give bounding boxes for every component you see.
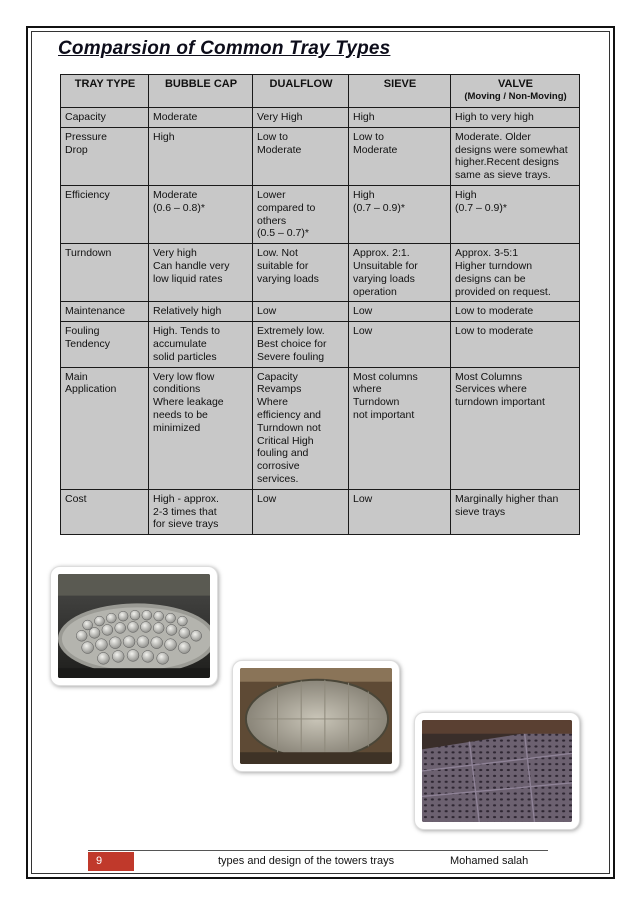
cell-property: Turndown [61, 244, 149, 302]
cell-valve: High (0.7 – 0.9)* [451, 185, 580, 243]
cell-bubble-cap: High [149, 127, 253, 185]
footer-divider [88, 850, 548, 851]
header-dualflow: DUALFLOW [253, 75, 349, 108]
page-title: Comparsion of Common Tray Types [58, 38, 391, 59]
table-row [61, 367, 580, 489]
cell-valve: Most Columns Services where turndown important [451, 367, 580, 489]
cell-bubble-cap: High. Tends to accumulate solid particles [149, 322, 253, 367]
cell-valve: Moderate. Older designs were somewhat higher.Recent designs same as sieve trays. [451, 127, 580, 185]
cell-sieve: Low [349, 489, 451, 534]
dualflow-tray-photo [232, 660, 400, 772]
cell-bubble-cap: Very low flow conditions Where leakage needs to be minimized [149, 367, 253, 489]
cell-sieve: High [349, 108, 451, 128]
cell-valve: Low to moderate [451, 322, 580, 367]
header-tray-type: TRAY TYPE [61, 75, 149, 108]
table-row [61, 302, 580, 322]
cell-sieve: Approx. 2:1. Unsuitable for varying loads operation [349, 244, 451, 302]
cell-sieve: High (0.7 – 0.9)* [349, 185, 451, 243]
cell-dualflow: Low to Moderate [253, 127, 349, 185]
table-row [61, 127, 580, 185]
sieve-tray-image [422, 720, 572, 822]
cell-property: Maintenance [61, 302, 149, 322]
cell-property: Fouling Tendency [61, 322, 149, 367]
cell-dualflow: Capacity Revamps Where efficiency and Turndown not Critical High fouling and corrosive services. [253, 367, 349, 489]
header-sieve: SIEVE [349, 75, 451, 108]
cell-property: Main Application [61, 367, 149, 489]
page-footer [88, 852, 548, 871]
table-row [61, 244, 580, 302]
bubble-cap-tray-image [58, 574, 210, 678]
cell-bubble-cap: Moderate (0.6 – 0.8)* [149, 185, 253, 243]
bubble-cap-tray-photo [50, 566, 218, 686]
cell-sieve: Low to Moderate [349, 127, 451, 185]
cell-property: Capacity [61, 108, 149, 128]
cell-dualflow: Low [253, 302, 349, 322]
page-number: 9 [88, 852, 134, 871]
cell-valve: High to very high [451, 108, 580, 128]
table-row [61, 185, 580, 243]
tray-comparison-table [60, 74, 580, 535]
footer-author: Mohamed salah [450, 855, 529, 867]
cell-property: Pressure Drop [61, 127, 149, 185]
cell-property: Cost [61, 489, 149, 534]
dualflow-tray-image [240, 668, 392, 764]
header-bubble-cap: BUBBLE CAP [149, 75, 253, 108]
cell-property: Efficiency [61, 185, 149, 243]
table-row [61, 322, 580, 367]
cell-bubble-cap: Moderate [149, 108, 253, 128]
header-valve-label: VALVE [497, 78, 534, 90]
table-row [61, 489, 580, 534]
cell-bubble-cap: Very high Can handle very low liquid rates [149, 244, 253, 302]
cell-dualflow: Low. Not suitable for varying loads [253, 244, 349, 302]
header-valve [451, 75, 580, 108]
cell-dualflow: Lower compared to others (0.5 – 0.7)* [253, 185, 349, 243]
cell-sieve: Low [349, 302, 451, 322]
cell-valve: Marginally higher than sieve trays [451, 489, 580, 534]
sieve-tray-photo [414, 712, 580, 830]
cell-bubble-cap: Relatively high [149, 302, 253, 322]
cell-dualflow: Very High [253, 108, 349, 128]
table-header-row [61, 75, 580, 108]
table-row [61, 108, 580, 128]
cell-sieve: Low [349, 322, 451, 367]
cell-valve: Approx. 3-5:1 Higher turndown designs can be provided on request. [451, 244, 580, 302]
header-valve-subtitle: (Moving / Non-Moving) [464, 90, 567, 102]
cell-sieve: Most columns where Turndown not important [349, 367, 451, 489]
cell-dualflow: Low [253, 489, 349, 534]
cell-bubble-cap: High - approx. 2-3 times that for sieve trays [149, 489, 253, 534]
cell-valve: Low to moderate [451, 302, 580, 322]
cell-dualflow: Extremely low. Best choice for Severe fouling [253, 322, 349, 367]
footer-document-title: types and design of the towers trays [218, 855, 395, 867]
